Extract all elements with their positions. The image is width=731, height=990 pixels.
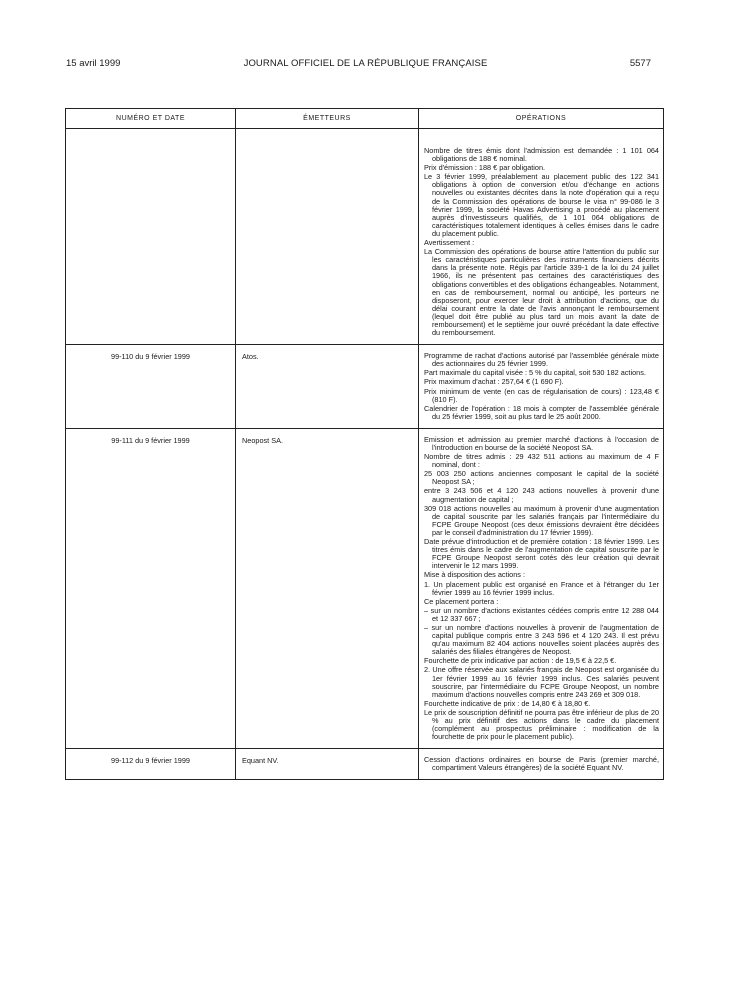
operation-paragraph: Programme de rachat d'actions autorisé par l'assemblée générale mixte des actionnaires du 25 février 1999. <box>424 351 659 369</box>
column-header-issuers: ÉMETTEURS <box>236 109 419 129</box>
operation-paragraph: La Commission des opérations de bourse attire l'attention du public sur les caractéristiques particulières des instruments financiers décrits dans la présente note. Régis par l'article 339-1 de la loi du 24 juillet 1966, ils ne présentent pas certaines des caractéristiques des obligations convertibles et des obligations échangeables. Notamment, en cas de remboursement, normal ou anticipé, les porteurs ne disposeront, pour exercer leur droit à attribution d'actions, que du délai courant entre la date de l'avis annonçant le remboursement (lequel doit être publié au plus tard un mois avant la date de remboursement) et le septième jour ouvré précédant la date effective du remboursement. <box>424 247 659 338</box>
operation-paragraph: 309 018 actions nouvelles au maximum à provenir d'une augmentation de capital souscrite par les salariés français par l'intermédiaire du FCPE Groupe Neopost (ces deux émissions devraient être décidées par le conseil d'administration du 17 février 1999). <box>424 503 659 537</box>
operations-cell <box>419 428 664 748</box>
table-spacer-row <box>66 129 664 141</box>
operation-paragraph: entre 3 243 506 et 4 120 243 actions nouvelles à provenir d'une augmentation de capital ; <box>424 486 659 504</box>
operations-cell <box>419 140 664 345</box>
operation-paragraph: Le 3 février 1999, préalablement au placement public des 122 341 obligations à option de conversion et/ou d'échange en actions nouvelles ou existantes décrites dans la note d'opération qui a reçu de la Commission des opérations de bourse le visa n° 99-086 le 3 février 1999, la société Havas Advertising a procédé au placement auprès d'investisseurs qualifiés, de 1 101 064 obligations de caractéristiques totalement identiques à celles émises dans le cadre du placement public. <box>424 172 659 238</box>
table-row <box>66 140 664 345</box>
operation-paragraph: Nombre de titres admis : 29 432 511 actions au maximum de 4 F nominal, dont : <box>424 452 659 470</box>
journal-title: JOURNAL OFFICIEL DE LA RÉPUBLIQUE FRANÇAISE <box>243 58 488 69</box>
operation-paragraph: Prix minimum de vente (en cas de régularisation de cours) : 123,48 € (810 F). <box>424 386 659 404</box>
operation-paragraph: Prix maximum d'achat : 257,64 € (1 690 F). <box>424 377 564 387</box>
number-date-cell: 99-111 du 9 février 1999 <box>66 428 236 748</box>
page-number: 5577 <box>629 58 651 69</box>
number-date-cell: 99-112 du 9 février 1999 <box>66 749 236 780</box>
operation-paragraph: Avertissement : <box>424 238 475 248</box>
operation-paragraph: Le prix de souscription définitif ne pourra pas être inférieur de plus de 20 % au prix définitif des actions dans le cadre du placement (complément au prospectus préliminaire : modification de la fourchette de prix pour le placement public). <box>424 707 659 742</box>
operations-table <box>65 108 664 780</box>
table-row <box>66 749 664 780</box>
operation-paragraph: Mise à disposition des actions : <box>424 570 525 580</box>
table-row <box>66 428 664 748</box>
page-date: 15 avril 1999 <box>66 58 121 69</box>
column-header-number-date: NUMÉRO ET DATE <box>66 109 236 129</box>
operation-paragraph: 1. Un placement public est organisé en France et à l'étranger du 1er février 1999 au 16 février 1999 inclus. <box>424 579 659 597</box>
issuer-cell: Equant NV. <box>236 749 419 780</box>
operation-paragraph: Fourchette indicative de prix : de 14,80 € à 18,80 €. <box>424 698 591 708</box>
number-date-cell <box>66 140 236 345</box>
operation-paragraph: – sur un nombre d'actions nouvelles à provenir de l'augmentation de capital publique compris entre 3 243 596 et 4 120 243. Il est prévu qu'au maximum 82 404 actions nouvelles soient placées auprès des salariés des filiales étrangères de Neopost. <box>424 622 659 657</box>
table-header-row <box>66 109 664 129</box>
operation-paragraph: Fourchette de prix indicative par action : de 19,5 € à 22,5 €. <box>424 656 617 666</box>
operations-cell <box>419 345 664 429</box>
operation-paragraph: Cession d'actions ordinaires en bourse de Paris (premier marché, compartiment Valeurs étrangères) de la société Equant NV. <box>424 755 659 773</box>
operation-paragraph: 2. Une offre réservée aux salariés français de Neopost est organisée du 1er février 1999 au 16 février 1999 inclus. Ces salariés peuvent souscrire, par l'intermédiaire du FCPE Groupe Neopost, un nombre maximum d'actions nouvelles compris entre 243 269 et 309 018. <box>424 665 659 699</box>
table-row <box>66 345 664 429</box>
operation-paragraph: Ce placement portera : <box>424 596 499 606</box>
issuer-cell: Neopost SA. <box>236 428 419 748</box>
number-date-cell: 99-110 du 9 février 1999 <box>66 345 236 429</box>
operation-paragraph: 25 003 250 actions anciennes composant le capital de la société Neopost SA ; <box>424 469 659 487</box>
operations-cell <box>419 749 664 780</box>
issuer-cell <box>236 140 419 345</box>
operation-paragraph: Nombre de titres émis dont l'admission est demandée : 1 101 064 obligations de 188 € nominal. <box>424 146 659 164</box>
operation-paragraph: Calendrier de l'opération : 18 mois à compter de l'assemblée générale du 25 février 1999, soit au plus tard le 25 août 2000. <box>424 403 659 421</box>
operation-paragraph: – sur un nombre d'actions existantes cédées compris entre 12 288 044 et 12 337 667 ; <box>424 605 659 623</box>
operation-paragraph: Prix d'émission : 188 € par obligation. <box>424 163 546 173</box>
column-header-operations: OPÉRATIONS <box>419 109 664 129</box>
operation-paragraph: Part maximale du capital visée : 5 % du capital, soit 530 182 actions. <box>424 368 646 378</box>
issuer-cell: Atos. <box>236 345 419 429</box>
operation-paragraph: Emission et admission au premier marché d'actions à l'occasion de l'introduction en bourse de la société Neopost SA. <box>424 434 659 452</box>
operation-paragraph: Date prévue d'introduction et de première cotation : 18 février 1999. Les titres émis dans le cadre de l'augmentation de capital souscrite par le FCPE Groupe Neopost seront cotés dès leur création qui devrait intervenir le 12 mars 1999. <box>424 537 659 571</box>
